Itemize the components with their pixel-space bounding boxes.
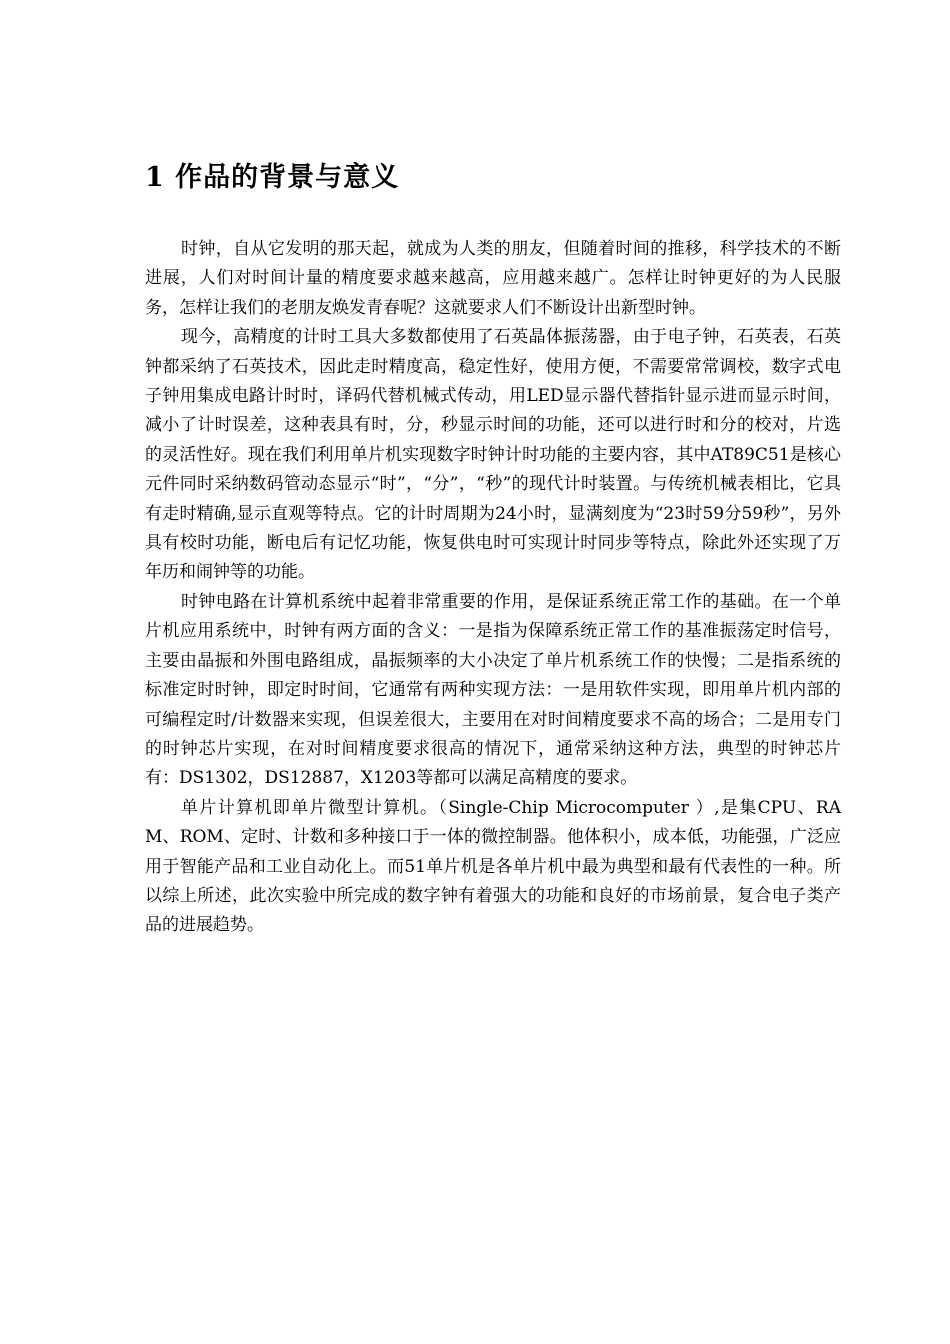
paragraph-4: 单片计算机即单片微型计算机。（Single-Chip Microcomputer ）,是集CPU、RAM、ROM、定时、计数和多种接口于一体的微控制器。他体积小，成本低，功能强，广泛应用于智能产品和工业自动化上。而51单片机是各单片机中最为典型和最有代表性的一种。所以综上所述，此次实验中所完成的数字钟有着强大的功能和良好的市场前景，复合电子类产品的进展趋势。 <box>145 797 841 936</box>
paragraph-2: 现今，高精度的计时工具大多数都使用了石英晶体振荡器，由于电子钟，石英表，石英钟都采纳了石英技术，因此走时精度高，稳定性好，使用方便，不需要常常调校，数字式电子钟用集成电路计时时，译码代替机械式传动，用LED显示器代替指针显示进而显示时间，减小了计时误差，这种表具有时，分，秒显示时间的功能，还可以进行时和分的校对，片选的灵活性好。现在我们利用单片机实现数字时钟计时功能的主要内容，其中AT89C51是核心元件同时采纳数码管动态显示“时”，“分”，“秒”的现代计时装置。与传统机械表相比，它具有走时精确,显示直观等特点。它的计时周期为24小时，显满刻度为“23时59分59秒”，另外具有校时功能，断电后有记忆功能，恢复供电时可实现计时同步等特点，除此外还实现了万年历和闹钟等的功能。 <box>145 327 841 583</box>
body-text <box>145 235 841 941</box>
paragraph-3: 时钟电路在计算机系统中起着非常重要的作用，是保证系统正常工作的基础。在一个单片机应用系统中，时钟有两方面的含义：一是指为保障系统正常工作的基准振荡定时信号，主要由晶振和外围电路组成，晶振频率的大小决定了单片机系统工作的快慢；二是指系统的标准定时时钟，即定时时间，它通常有两种实现方法：一是用软件实现，即用单片机内部的可编程定时/计数器来实现，但误差很大，主要用在对时间精度要求不高的场合；二是用专门的时钟芯片实现，在对时间精度要求很高的情况下，通常采纳这种方法，典型的时钟芯片有：DS1302，DS12887，X1203等都可以满足高精度的要求。 <box>145 591 841 789</box>
paragraph-1: 时钟，自从它发明的那天起，就成为人类的朋友，但随着时间的推移，科学技术的不断进展，人们对时间计量的精度要求越来越高，应用越来越广。怎样让时钟更好的为人民服务，怎样让我们的老朋友焕发青春呢？这就要求人们不断设计出新型时钟。 <box>145 239 841 318</box>
section-heading: 1 作品的背景与意义 <box>145 162 400 193</box>
